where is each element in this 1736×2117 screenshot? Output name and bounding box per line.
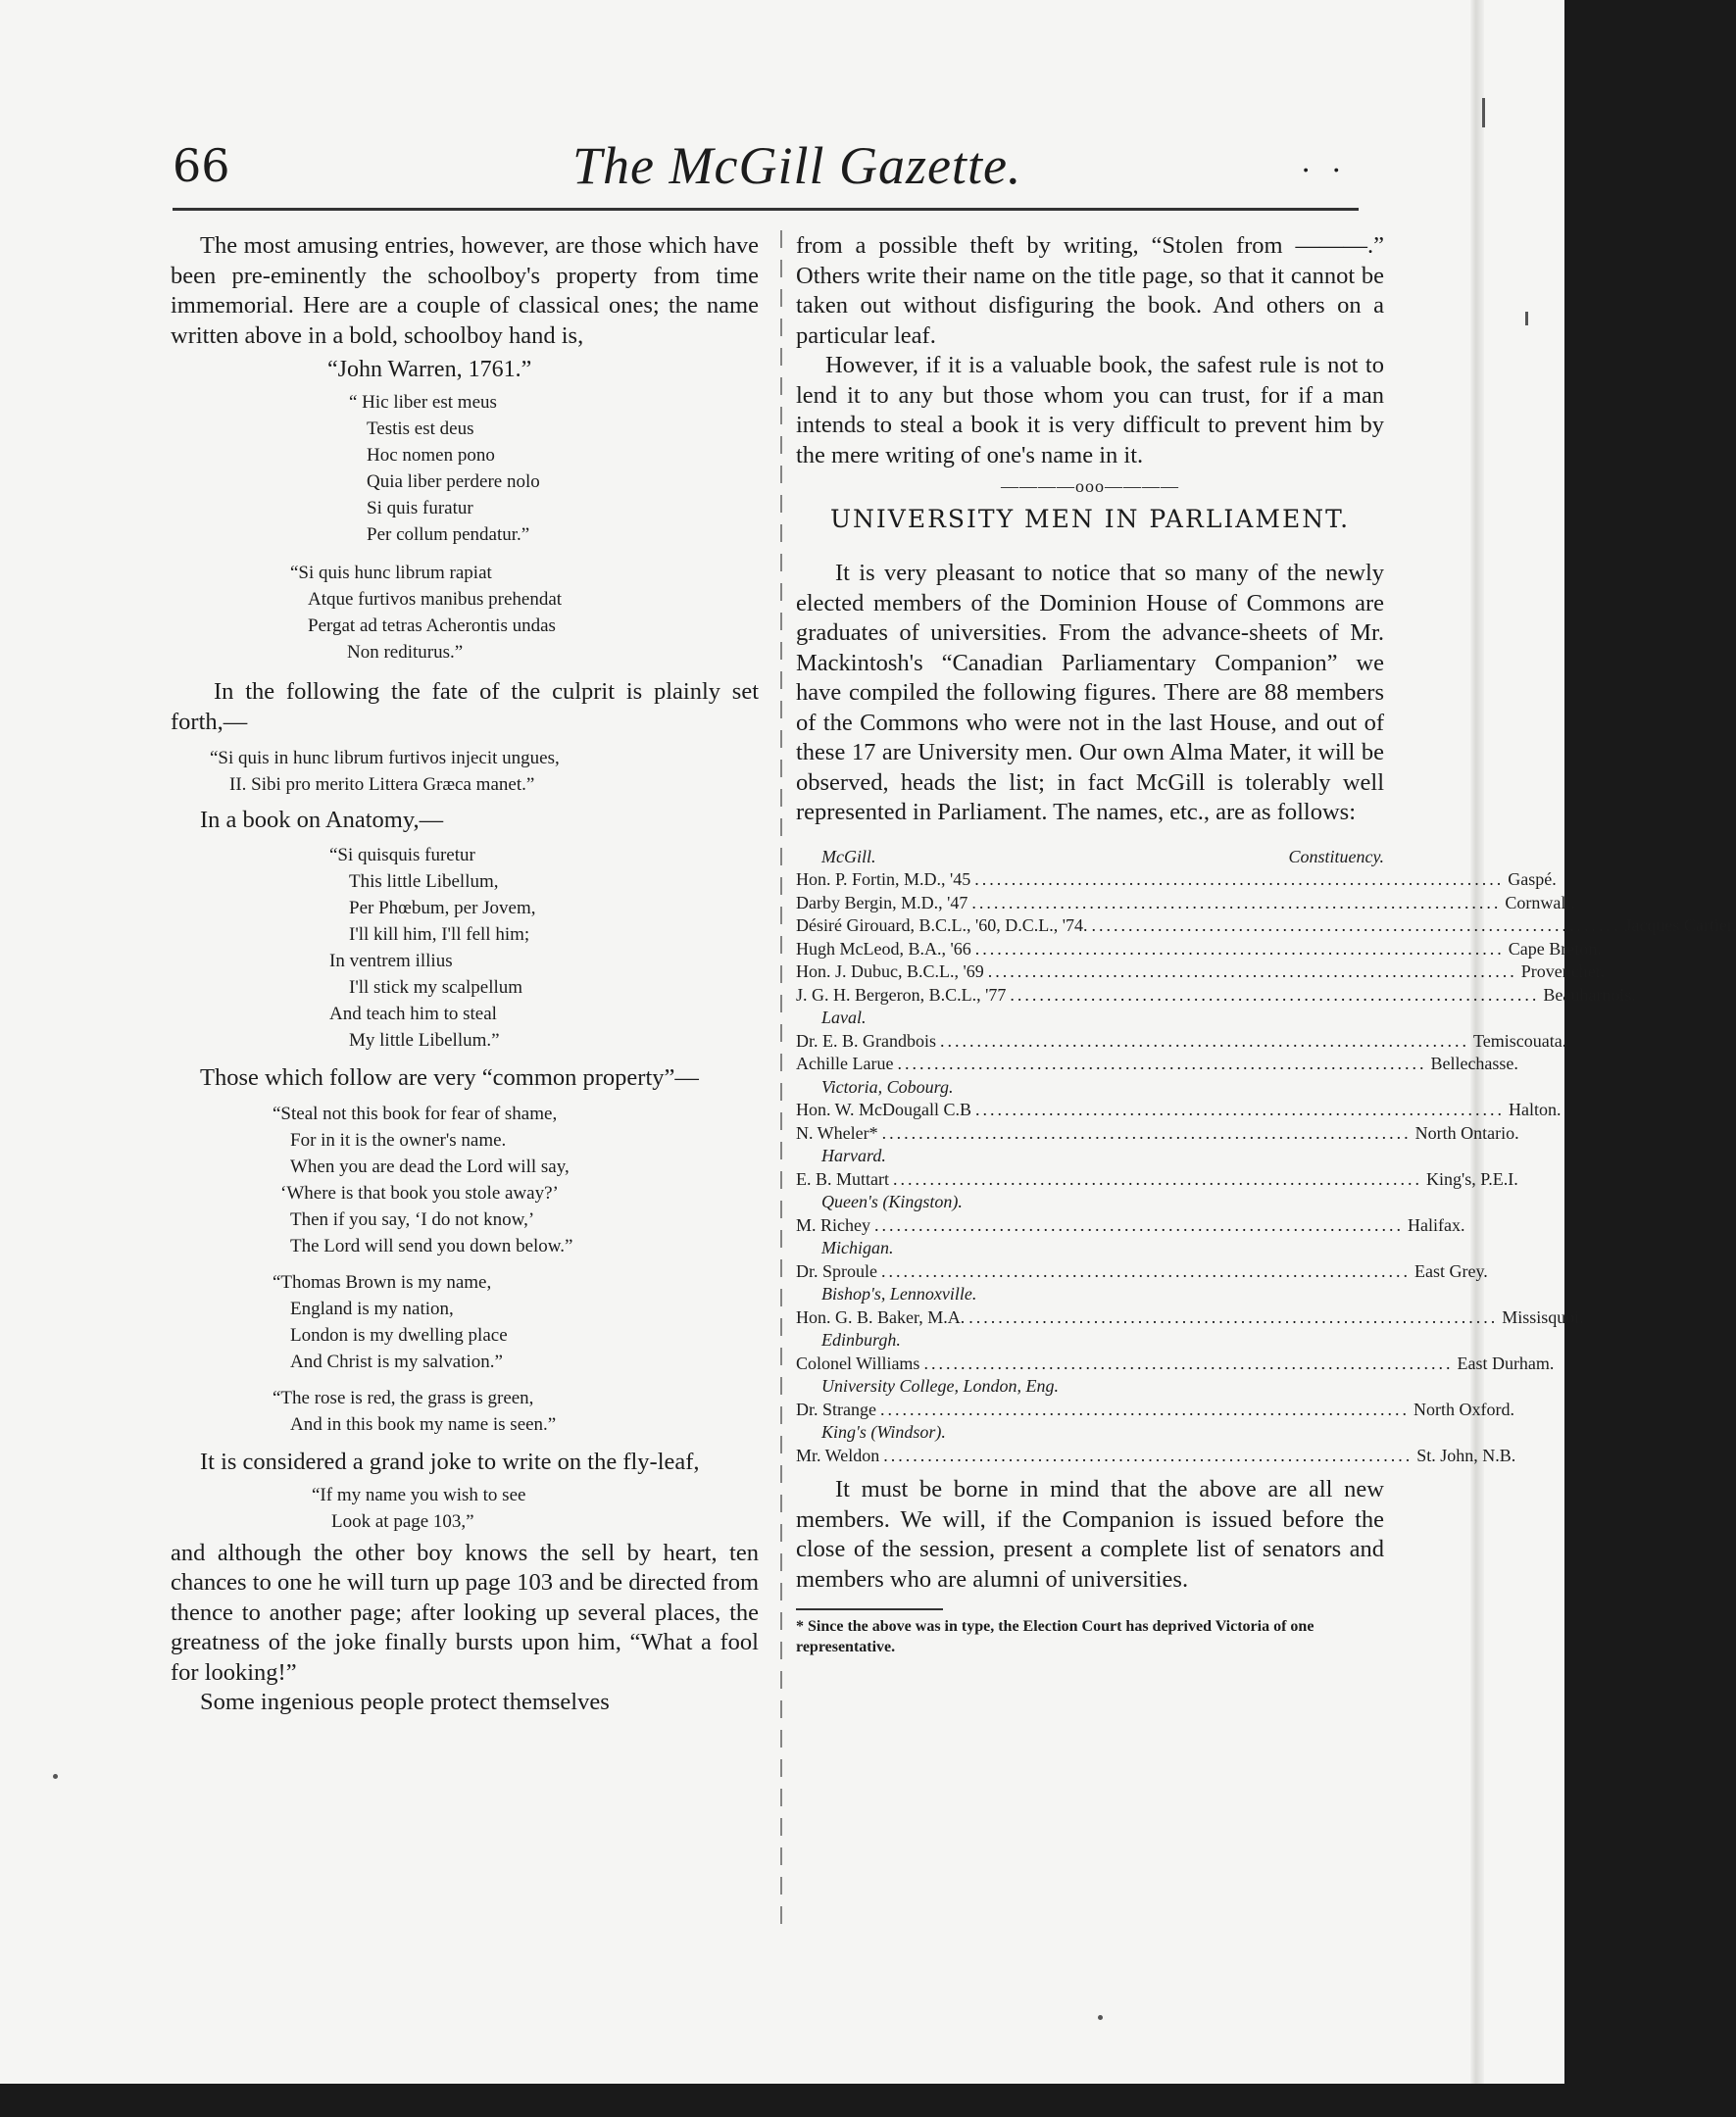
dot-leader: ........................................................................ — [1091, 915, 1621, 935]
ornamental-separator: ————ooo———— — [1001, 476, 1179, 496]
paragraph: However, if it is a valuable book, the safest rule is not to lend it to any but those whom you can trust, for if a man intends to steal a book it is very difficult to prevent him by the mere writing of one's name in it. — [796, 352, 1384, 468]
member-row — [796, 892, 1575, 915]
member-row — [796, 1168, 1518, 1192]
group-heading: McGill. — [821, 846, 876, 866]
poem-6 — [273, 1269, 759, 1375]
member-row — [796, 1399, 1514, 1422]
poem-2 — [290, 560, 759, 665]
poem-line: “If my name you wish to see — [312, 1484, 526, 1505]
member-constituency: East Grey. — [1414, 1260, 1488, 1281]
poem-line: “Si quisquis furetur — [329, 844, 475, 865]
member-name: Hon. W. McDougall C.B — [796, 1100, 972, 1119]
member-name: N. Wheler* — [796, 1122, 878, 1143]
member-constituency: St. John, N.B. — [1416, 1445, 1516, 1465]
poem-line: Testis est deus — [367, 418, 474, 439]
poem-line: Per Phœbum, per Jovem, — [349, 897, 536, 918]
publication-title: The McGill Gazette. — [572, 136, 1022, 195]
member-row — [796, 914, 1736, 938]
poem-line: “Si quis hunc librum rapiat — [290, 563, 492, 583]
member-row — [796, 960, 1606, 984]
group-heading: Victoria, Cobourg. — [821, 1076, 954, 1097]
member-row — [796, 1353, 1555, 1376]
member-constituency: Cape Breton. — [1508, 938, 1602, 959]
group-heading: Edinburgh. — [821, 1330, 901, 1350]
poem-3 — [210, 745, 759, 798]
poem-line: My little Libellum.” — [349, 1029, 500, 1051]
member-row — [796, 984, 1636, 1008]
poem-line: “The rose is red, the grass is green, — [273, 1388, 534, 1408]
paragraph: Those which follow are very “common property”— — [200, 1063, 699, 1091]
header-rule — [173, 208, 1359, 211]
member-constituency: Missisquoi. — [1502, 1306, 1584, 1327]
group-heading: Michigan. — [821, 1238, 894, 1257]
margin-mark — [1482, 98, 1485, 127]
group-heading: Queen's (Kingston). — [821, 1192, 963, 1211]
member-constituency: North Oxford. — [1413, 1399, 1514, 1419]
member-name: Dr. E. B. Grandbois — [796, 1030, 936, 1051]
poem-line: Look at page 103,” — [331, 1510, 474, 1532]
member-name: J. G. H. Bergeron, B.C.L., '77 — [796, 984, 1007, 1005]
poem-line: And Christ is my salvation.” — [290, 1352, 503, 1372]
member-constituency: Bellechasse. — [1430, 1054, 1518, 1073]
member-constituency: East Durham. — [1457, 1353, 1555, 1373]
member-name: Dr. Sproule — [796, 1260, 877, 1281]
member-name: Désiré Girouard, B.C.L., '60, D.C.L., '74. — [796, 915, 1088, 935]
poem-line: And teach him to steal — [329, 1003, 497, 1024]
poem-line: When you are dead the Lord will say, — [290, 1157, 570, 1177]
paragraph: In the following the fate of the culprit is plainly set forth,— — [171, 678, 759, 735]
member-constituency: Halifax. — [1408, 1214, 1465, 1235]
poem-line: Atque furtivos manibus prehendat — [308, 589, 563, 610]
dot-leader: ........................................................................ — [975, 1100, 1506, 1119]
paragraph: In a book on Anatomy,— — [200, 807, 444, 833]
right-column — [796, 231, 1736, 1657]
margin-mark — [1525, 312, 1528, 325]
group-heading: Harvard. — [821, 1146, 886, 1165]
poem-line: I'll kill him, I'll fell him; — [349, 923, 530, 945]
poem-line: Per collum pendatur.” — [367, 524, 530, 545]
member-name: M. Richey — [796, 1214, 870, 1235]
member-constituency: Beauharnois. — [1543, 984, 1636, 1005]
dot-leader: ........................................................................ — [923, 1353, 1454, 1373]
member-row — [796, 1099, 1562, 1122]
member-constituency: Provencher. — [1520, 961, 1606, 981]
member-row — [796, 1214, 1465, 1238]
dot-leader: ........................................................................ — [1010, 984, 1540, 1005]
poem-line: ‘Where is that book you stole away?’ — [280, 1183, 559, 1204]
member-constituency: Temiscouata. — [1473, 1030, 1567, 1051]
dot-leader: ........................................................................ — [974, 938, 1505, 959]
member-row — [796, 938, 1602, 961]
poem-line: “Si quis in hunc librum furtivos injecit ungues, — [210, 748, 560, 768]
members-list — [796, 846, 1736, 1468]
dot-leader: ........................................................................ — [974, 869, 1505, 889]
poem-line: England is my nation, — [290, 1299, 454, 1319]
poem-5 — [273, 1101, 759, 1259]
paragraph: Some ingenious people protect themselves — [200, 1689, 610, 1715]
dot-leader: ........................................................................ — [971, 892, 1502, 912]
footnote: * Since the above was in type, the Election Court has deprived Victoria of one representative. — [796, 1618, 1314, 1655]
member-name: Hon. P. Fortin, M.D., '45 — [796, 869, 971, 889]
poem-line: London is my dwelling place — [290, 1325, 508, 1346]
member-name: Colonel Williams — [796, 1353, 920, 1373]
group-heading: King's (Windsor). — [821, 1422, 946, 1442]
group-heading: Laval. — [821, 1008, 867, 1027]
margin-mark — [53, 1774, 58, 1779]
member-name: Hon. G. B. Baker, M.A. — [796, 1306, 966, 1327]
page-number: 66 — [173, 139, 230, 192]
member-constituency: Halton. — [1509, 1100, 1562, 1119]
paragraph: and although the other boy knows the sell by heart, ten chances to one he will turn up page 103 and be directed from thence to another page; after looking up several places, the greatness of the joke finally bursts upon him, “What a fool for looking!” — [171, 1539, 759, 1686]
group-heading: University College, London, Eng. — [821, 1376, 1059, 1396]
paragraph: The most amusing entries, however, are those which have been pre-eminently the schoolboy's property from time immemorial. Here are a couple of classical ones; the name written above in a bold, schoolboy hand is, — [171, 232, 759, 349]
poem-line: Quia liber perdere nolo — [367, 471, 540, 492]
poem-line: Pergat ad tetras Acherontis undas — [308, 615, 556, 636]
member-row — [796, 1445, 1516, 1468]
member-name: Darby Bergin, M.D., '47 — [796, 892, 968, 912]
dot-leader: ........................................................................ — [881, 1122, 1412, 1143]
footnote-rule — [796, 1608, 943, 1610]
poem-4 — [329, 842, 759, 1054]
margin-mark — [1098, 2015, 1103, 2020]
member-row — [796, 1260, 1488, 1284]
member-constituency: King's, P.E.I. — [1426, 1168, 1518, 1189]
member-name: Dr. Strange — [796, 1399, 876, 1419]
paragraph: It must be borne in mind that the above are all new members. We will, if the Companion is issued before the close of the session, present a complete list of senators and members who are alumni of universities. — [796, 1476, 1384, 1593]
member-name: Hugh McLeod, B.A., '66 — [796, 938, 971, 959]
member-row — [796, 1053, 1518, 1076]
dot-leader: ........................................................................ — [897, 1054, 1427, 1073]
left-column — [171, 231, 759, 1718]
poem-7 — [273, 1385, 759, 1438]
poem-line: “Steal not this book for fear of shame, — [273, 1104, 558, 1124]
poem-line: The Lord will send you down below.” — [290, 1236, 573, 1256]
dot-leader: ........................................................................ — [987, 961, 1517, 981]
poem-line: “ Hic liber est meus — [349, 392, 497, 413]
dot-leader: ........................................................................ — [893, 1168, 1422, 1189]
poem-line: In ventrem illius — [329, 950, 453, 971]
constituency-label: Constituency. — [1288, 846, 1384, 866]
dot-leader: ........................................................................ — [883, 1445, 1414, 1465]
column-divider — [780, 230, 782, 1936]
dot-leader: ........................................................................ — [879, 1399, 1410, 1419]
member-name: Achille Larue — [796, 1054, 894, 1073]
poem-line: Hoc nomen pono — [367, 445, 495, 466]
member-row — [796, 1306, 1584, 1330]
page-header — [171, 135, 1357, 204]
list-header — [796, 846, 1384, 869]
poem-1 — [349, 389, 759, 548]
member-name: Mr. Weldon — [796, 1445, 880, 1465]
poem-line: “Thomas Brown is my name, — [273, 1272, 492, 1293]
header-dots: . . — [1301, 145, 1347, 179]
member-constituency: Gaspé. — [1508, 869, 1557, 889]
member-name: Hon. J. Dubuc, B.C.L., '69 — [796, 961, 984, 981]
name-line: “John Warren, 1761.” — [327, 357, 532, 382]
member-name: E. B. Muttart — [796, 1168, 889, 1189]
poem-line: For in it is the owner's name. — [290, 1130, 507, 1151]
member-row — [796, 1030, 1567, 1054]
member-constituency: Cornwall. — [1505, 892, 1575, 912]
member-row — [796, 1122, 1519, 1146]
member-row — [796, 868, 1557, 892]
poem-line: Non rediturus.” — [347, 642, 464, 663]
poem-8 — [312, 1482, 759, 1535]
group-heading: Bishop's, Lennoxville. — [821, 1284, 977, 1304]
dot-leader: ........................................................................ — [874, 1214, 1404, 1235]
section-heading: UNIVERSITY MEN IN PARLIAMENT. — [829, 505, 1351, 533]
dot-leader: ........................................................................ — [881, 1260, 1411, 1281]
member-constituency: North Ontario. — [1414, 1122, 1519, 1143]
poem-line: This little Libellum, — [349, 870, 499, 892]
poem-line: I'll stick my scalpellum — [349, 976, 523, 998]
poem-line: Then if you say, ‘I do not know,’ — [290, 1209, 535, 1230]
dot-leader: ........................................................................ — [968, 1306, 1499, 1327]
dot-leader: ........................................................................ — [940, 1030, 1469, 1051]
paragraph: from a possible theft by writing, “Stolen from ———.” Others write their name on the title page, so that it cannot be taken out without disfiguring the book. And others on a particular leaf. — [796, 232, 1384, 349]
member-constituency: Jacques Cartier. — [1624, 915, 1736, 935]
paragraph: It is considered a grand joke to write on the fly-leaf, — [200, 1449, 700, 1475]
poem-line: Si quis furatur — [367, 498, 473, 518]
poem-line: And in this book my name is seen.” — [290, 1414, 557, 1435]
poem-line: II. Sibi pro merito Littera Græca manet.” — [229, 774, 535, 795]
paragraph: It is very pleasant to notice that so many of the newly elected members of the Dominion House of Commons are graduates of universities. From the advance-sheets of Mr. Mackintosh's “Canadian Parliamentary Companion” we have compiled the following figures. There are 88 members of the Commons who were not in the last House, and out of these 17 are University men. Our own Alma Mater, it will be observed, heads the list; in fact McGill is tolerably well represented in Parliament. The names, etc., are as follows: — [796, 560, 1384, 825]
